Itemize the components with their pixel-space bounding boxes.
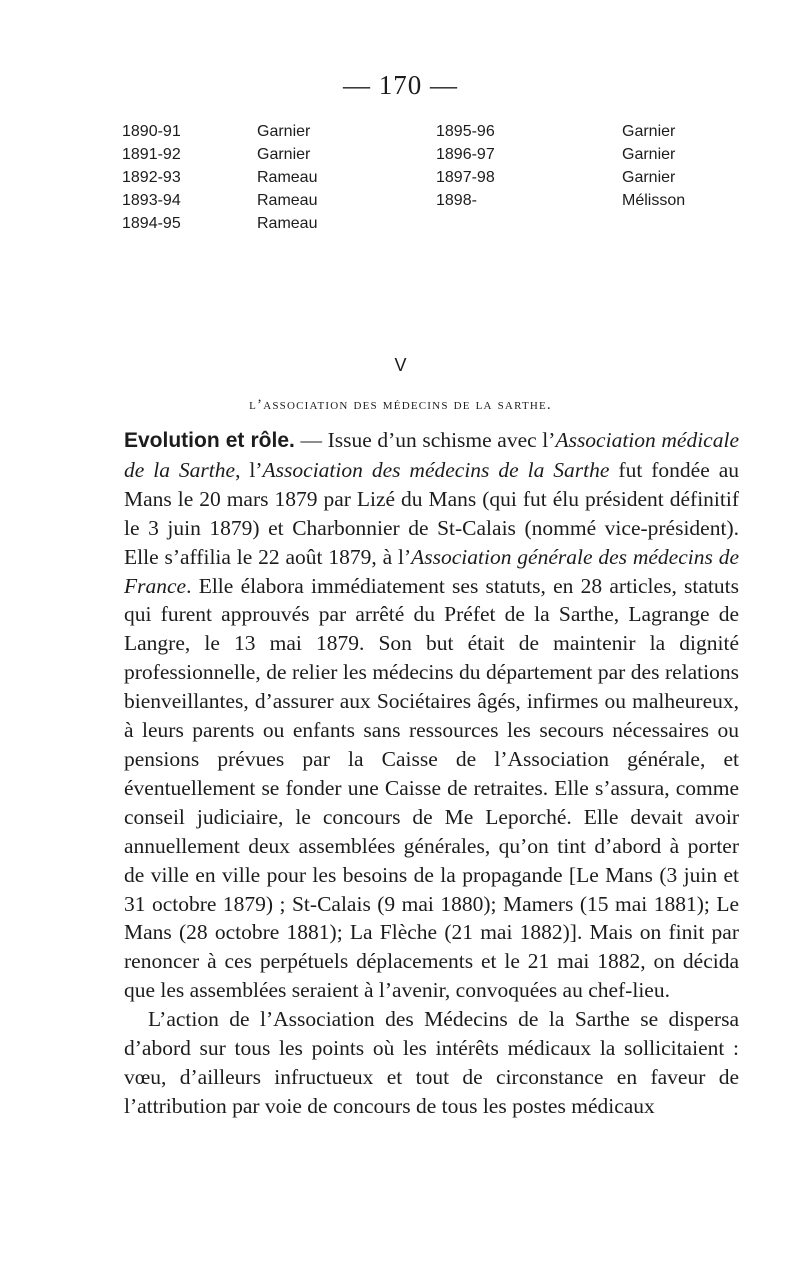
text-run: fut fondée au Mans le 20 mars 1879 par Lizé du Mans (qui fut élu président définitif le 3 juin 1879) et Charbonnier de St-Calais (nommé vice-président). Elle s’affilia le 22 août 1879, à l’ [124,457,739,569]
name-cell: Rameau [257,192,318,209]
paragraph: L’action de l’Association des Médecins de la Sarthe se dispersa d’abord sur tous les points où les intérêts médicaux la sollicitaient : vœu, d’ailleurs infructueux et tout de circonstance en faveur de l’attribution par voie de concours de tous les postes médicaux [124,1007,739,1118]
year-cell: 1895-96 [436,123,495,140]
section-title: l’association des médecins de la sarthe. [249,397,552,413]
year-cell: 1891-92 [122,146,181,163]
name-cell: Garnier [622,146,676,163]
table-row [122,166,742,189]
name-cell: Rameau [257,169,318,186]
name-cell: Garnier [257,123,311,140]
italic-title: Association des médecins de la Sarthe [262,457,610,482]
section-number: V [394,355,407,375]
name-cell: Garnier [257,146,311,163]
table-row [122,143,742,166]
year-cell: 1890-91 [122,123,181,140]
name-cell: Garnier [622,169,676,186]
italic-title: Association générale des médecins de France [124,544,739,598]
paragraph [124,426,739,1005]
year-cell: 1896-97 [436,146,495,163]
text-run: . Elle élabora immédiatement ses statuts, en 28 articles, statuts qui furent approuvés par arrêté du Préfet de la Sarthe, Lagrange de Langre, le 13 mai 1879. Son but était de maintenir la dignité professionnelle, de relier les médecins du département par des relations bienveillantes, d’assurer aux Sociétaires âgés, infirmes ou malheureux, à leurs parents ou enfants sans ressources les secours nécessaires ou pensions prévues par la Caisse de l’Association générale, et éventuellement se fonder une Caisse de retraites. Elle s’assura, comme conseil judiciaire, le concours de Me Leporché. Elle devait avoir annuellement deux assemblées générales, qu’on tint d’abord à porter de ville en ville pour les besoins de la propagande [Le Mans (3 juin et 31 octobre 1879) ; St-Calais (9 mai 1880); Mamers (15 mai 1881); Le Mans (28 octobre 1881); La Flèche (21 mai 1882)]. Mais on finit par renoncer à ces perpétuels déplacements et le 21 mai 1882, on décida que les assemblées seraient à l’avenir, convoquées au chef-lieu. [124,573,739,1003]
year-cell: 1894-95 [122,215,181,232]
name-cell: Mélisson [622,192,686,209]
name-cell: Garnier [622,123,676,140]
year-cell: 1898- [436,192,477,209]
italic-title: Association médicale de la Sarthe [124,428,739,482]
year-cell: 1892-93 [122,169,181,186]
table-row [122,189,742,212]
year-cell: 1897-98 [436,169,495,186]
paragraph-lead: Evolution et rôle. [124,429,295,452]
table-row [122,120,742,143]
table-row [122,212,742,235]
body-text [124,426,739,1121]
text-run: — Issue d’un schisme avec l’ [294,428,556,452]
text-run: , l’ [235,457,263,482]
name-cell: Rameau [257,215,318,232]
presidents-table [122,120,742,235]
page-number: — 170 — [343,70,458,100]
year-cell: 1893-94 [122,192,181,209]
